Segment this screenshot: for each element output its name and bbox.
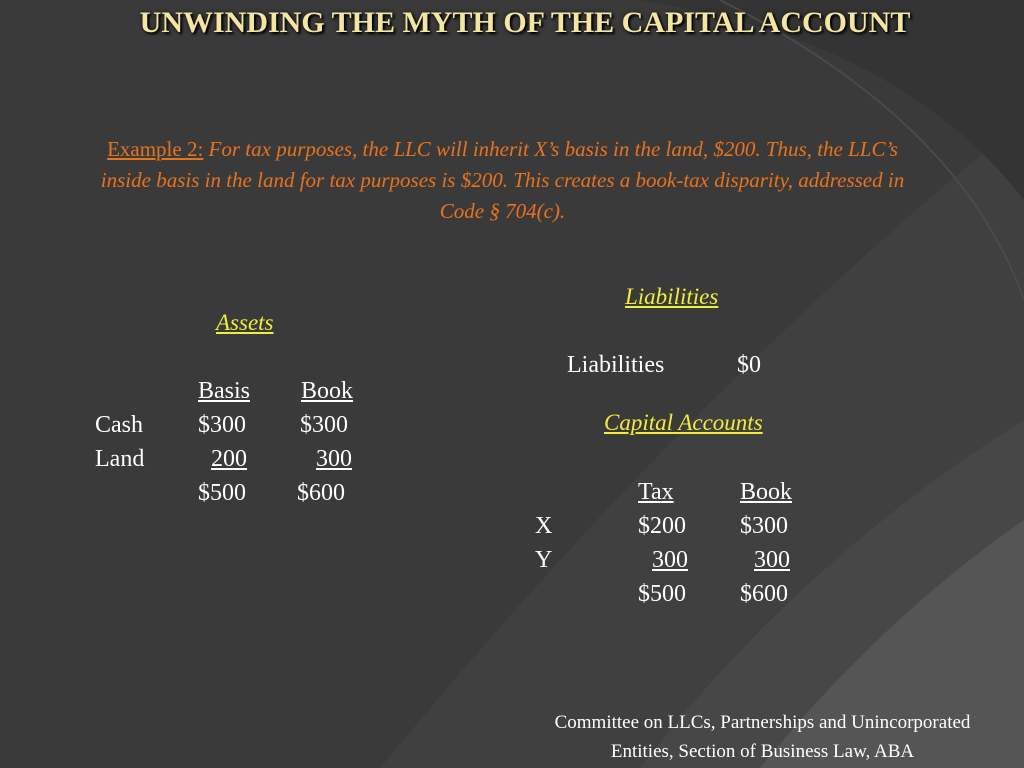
capital-row-label: X — [535, 513, 553, 539]
capital-col-tax: Tax — [638, 479, 674, 505]
capital-row-book: 300 — [754, 547, 790, 573]
assets-heading: Assets — [216, 310, 274, 335]
liabilities-heading: Liabilities — [625, 284, 719, 309]
liabilities-label: Liabilities — [567, 352, 665, 378]
capital-row-tax: $200 — [638, 513, 686, 539]
example-text: For tax purposes, the LLC will inherit X’s basis in the land, $200. Thus, the LLC’s inside basis in the land for tax purposes is $200. This creates a book-tax disparity, addressed in Code § 704(c). — [100, 137, 905, 223]
capital-accounts-heading: Capital Accounts — [604, 410, 763, 435]
capital-total-book: $600 — [740, 581, 788, 607]
assets-row-book: $300 — [300, 412, 348, 438]
capital-row-book: $300 — [740, 513, 788, 539]
footer-line: Entities, Section of Business Law, ABA — [610, 741, 915, 762]
assets-row-label: Land — [95, 446, 145, 472]
assets-col-basis: Basis — [198, 378, 251, 404]
capital-total-tax: $500 — [638, 581, 686, 607]
capital-row-label: Y — [535, 547, 553, 573]
footer — [500, 708, 1024, 766]
footer-line: Committee on LLCs, Partnerships and Unincorporated — [554, 712, 971, 733]
example-lead: Example 2: — [107, 137, 204, 161]
assets-total-basis: $500 — [198, 480, 246, 506]
capital-row-tax: 300 — [652, 547, 688, 573]
assets-row-basis: 200 — [211, 446, 247, 472]
capital-col-book: Book — [740, 479, 793, 505]
assets-col-book: Book — [301, 378, 354, 404]
assets-row-basis: $300 — [198, 412, 246, 438]
liabilities-value: $0 — [737, 352, 761, 378]
assets-row-label: Cash — [95, 412, 143, 438]
slide-title: UNWINDING THE MYTH OF THE CAPITAL ACCOUNT — [139, 6, 911, 39]
assets-row-book: 300 — [316, 446, 352, 472]
assets-total-book: $600 — [297, 480, 345, 506]
example-paragraph — [80, 134, 925, 227]
